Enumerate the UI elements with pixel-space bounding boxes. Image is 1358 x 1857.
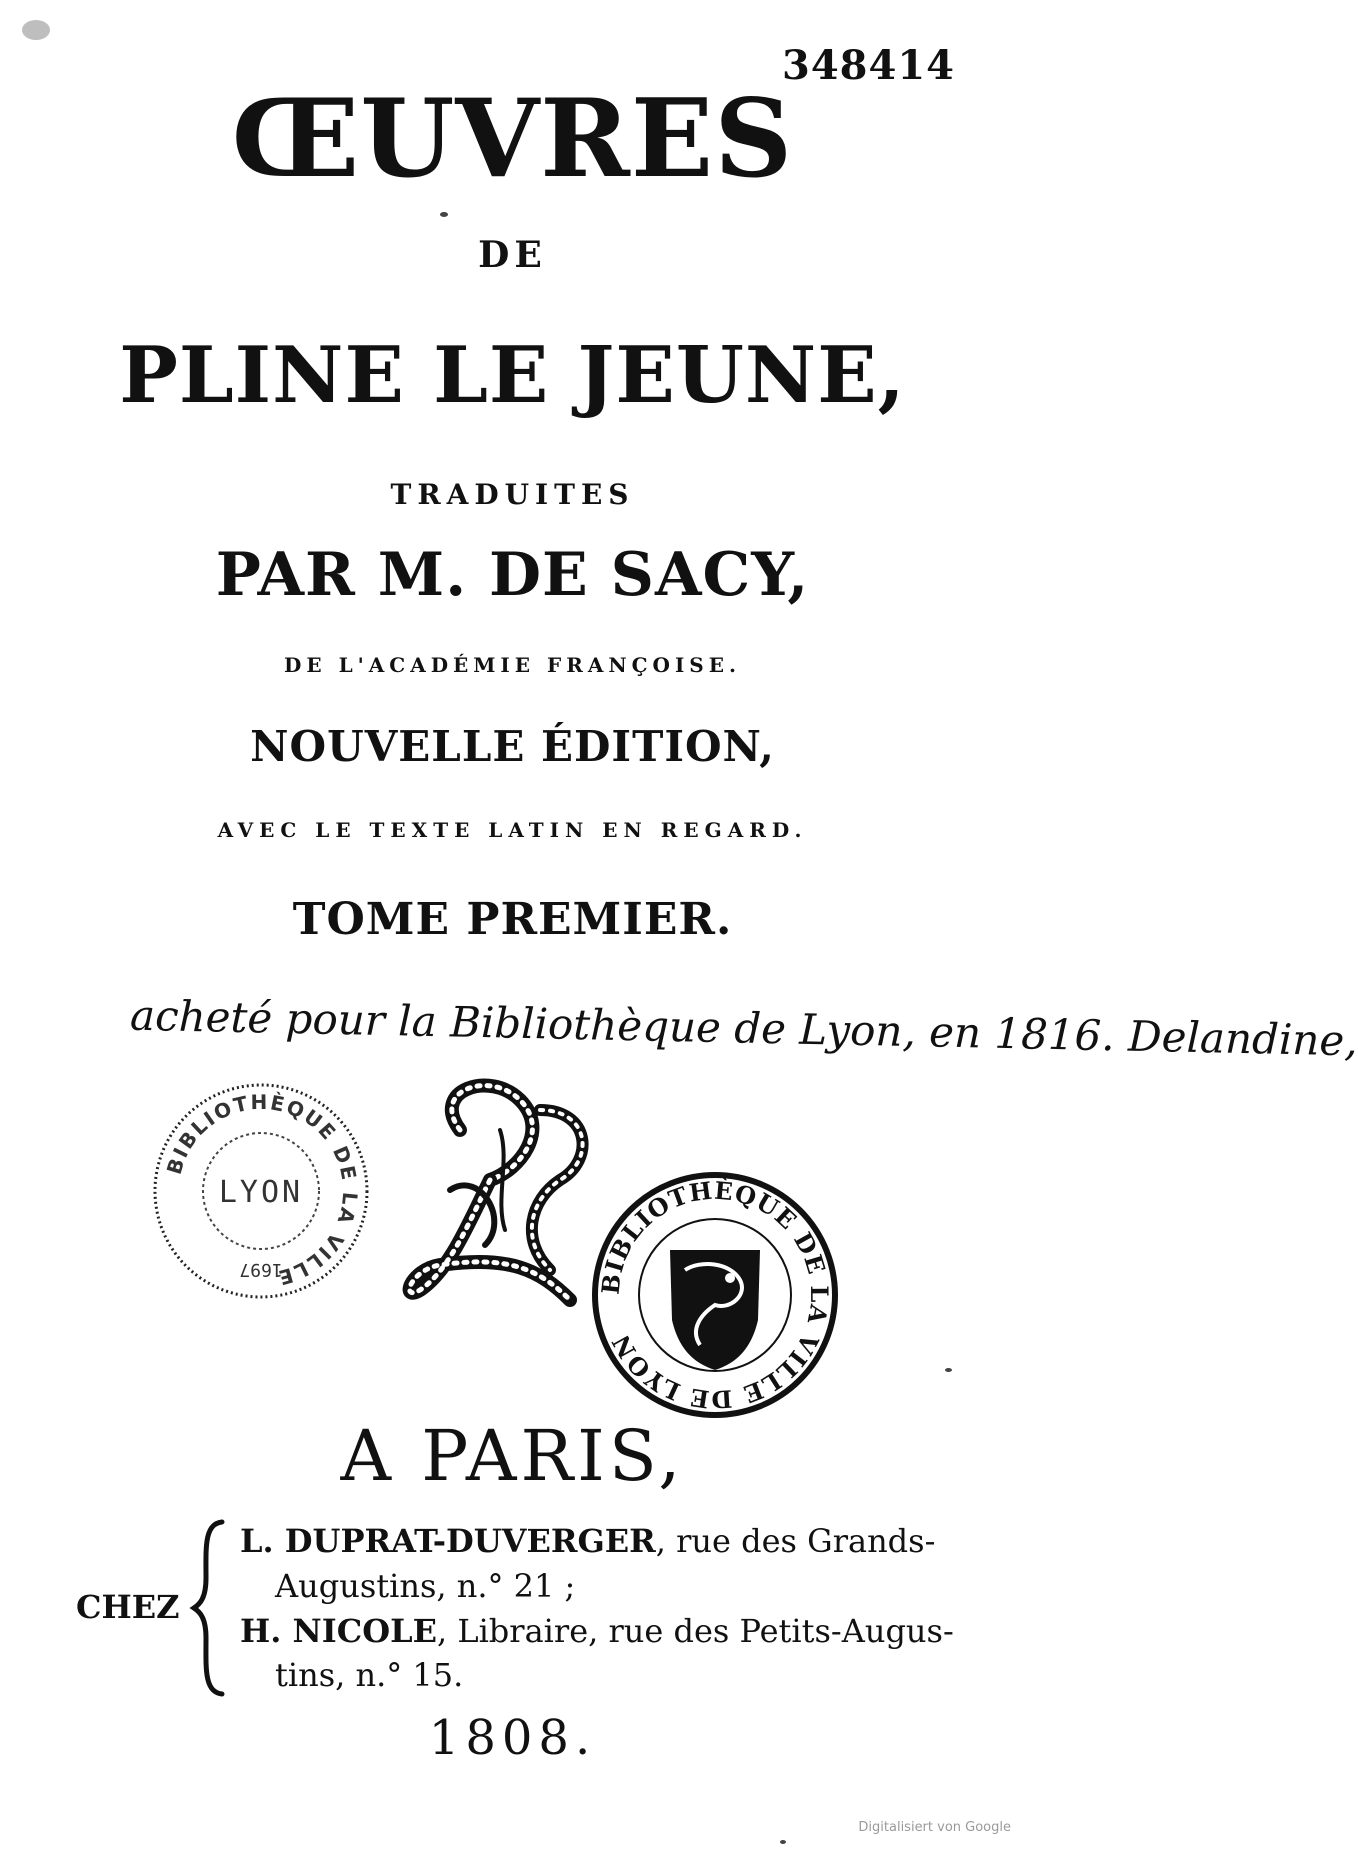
translated-label: TRADUITES — [390, 478, 635, 511]
bibliotheque-stamp-ring-text: BIBLIOTHÈQUE DE LA VILLE DE LYON — [595, 1175, 835, 1415]
author-name: PLINE LE JEUNE, — [119, 330, 906, 421]
lyon-stamp-center-text: LYON — [218, 1175, 304, 1210]
publisher-1-name: L. DUPRAT-DUVERGER — [240, 1522, 656, 1560]
publisher-line-1 — [240, 1522, 935, 1560]
edition-label: NOUVELLE ÉDITION, — [250, 722, 775, 771]
translator-name: PAR M. DE SACY, — [215, 540, 810, 610]
lyon-stamp-ring-text: BIBLIOTHÈQUE DE LA VILLE — [161, 1089, 363, 1291]
publisher-chez-label: CHEZ — [76, 1588, 180, 1626]
paper-stain — [22, 20, 50, 40]
latin-text-note: AVEC LE TEXTE LATIN EN REGARD. — [217, 818, 808, 842]
bibliotheque-ville-lyon-stamp — [590, 1170, 840, 1420]
lion-crest-icon — [670, 1250, 760, 1370]
publisher-line-2: Augustins, n.° 21 ; — [275, 1567, 576, 1605]
digitization-credit: Digitalisiert von Google — [858, 1820, 1011, 1835]
lyon-library-stamp — [150, 1080, 372, 1302]
publisher-1-address: , rue des Grands- — [655, 1522, 936, 1560]
lyon-stamp-number: 1697 — [239, 1259, 283, 1280]
volume-label: TOME PREMIER. — [292, 894, 733, 945]
ink-speck — [780, 1840, 786, 1844]
book-title: ŒUVRES — [231, 76, 794, 202]
handwritten-acquisition-note: acheté pour la Bibliothèque de Lyon, en 1816. Delandine, — [129, 990, 1358, 1066]
title-preposition: DE — [478, 234, 547, 276]
translator-affiliation: DE L'ACADÉMIE FRANÇOISE. — [284, 653, 741, 677]
publication-city: A PARIS, — [340, 1415, 685, 1497]
ornamental-monogram-icon — [390, 1070, 620, 1320]
publisher-line-3 — [240, 1612, 954, 1650]
ink-speck — [945, 1368, 952, 1372]
ink-speck — [440, 212, 448, 217]
curly-brace-icon — [190, 1518, 230, 1698]
publisher-line-4: tins, n.° 15. — [275, 1656, 464, 1694]
publication-year: 1808. — [428, 1710, 597, 1766]
publisher-2-name: H. NICOLE — [240, 1612, 437, 1650]
shelfmark-number: 348414 — [782, 42, 955, 89]
publisher-2-address: , Libraire, rue des Petits-Augus- — [436, 1612, 954, 1650]
